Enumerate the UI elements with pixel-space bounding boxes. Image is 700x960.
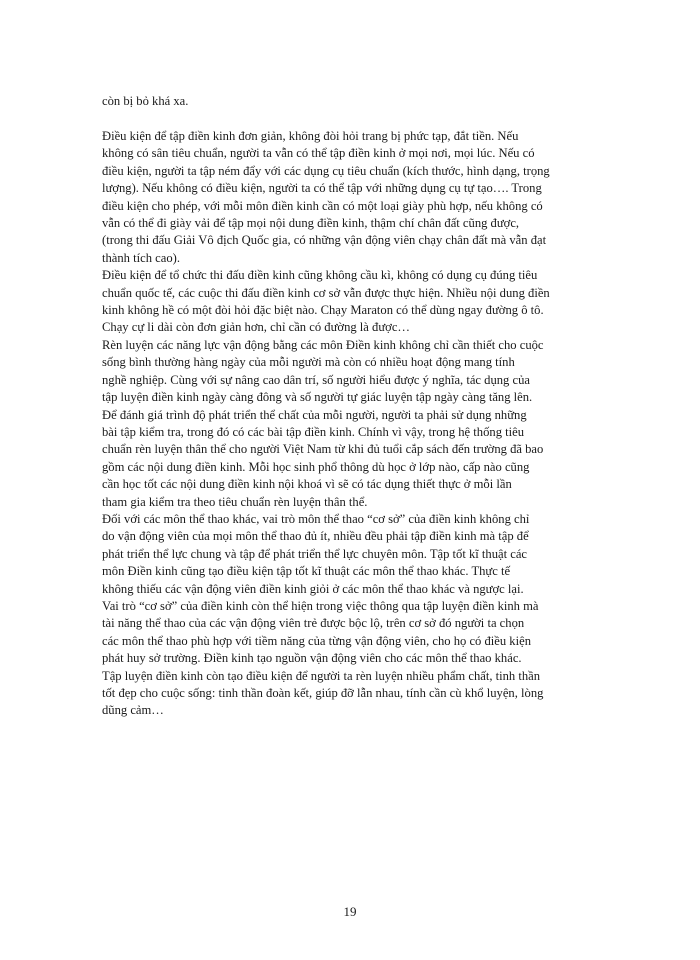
paragraph-line: lượng). Nếu không có điều kiện, người ta có thể tập với những dụng cụ tự tạo…. Trong xyxy=(102,181,542,196)
paragraph-line: Điều kiện để tổ chức thi đấu điền kinh cũng không cầu kì, không có dụng cụ đúng tiêu xyxy=(102,268,538,283)
paragraph-line: Để đánh giá trình độ phát triển thể chất của mỗi người, người ta phải sử dụng những xyxy=(102,407,527,422)
paragraph-line: các môn thể thao phù hợp với tiềm năng của từng vận động viên, cho họ có điều kiện xyxy=(102,633,531,648)
lead-line: còn bị bỏ khá xa. xyxy=(102,94,189,108)
paragraph-line: điều kiện cho phép, với mỗi môn điền kinh cần có một loại giày phù hợp, nếu không có xyxy=(102,198,543,213)
paragraph-line: tham gia kiểm tra theo tiêu chuẩn rèn luyện thân thể. xyxy=(102,494,368,509)
paragraph-line: tài năng thể thao của các vận động viên trẻ được bộc lộ, trên cơ sở đó người ta chọn xyxy=(102,616,525,631)
paragraph-line: không thiếu các vận động viên điền kinh giỏi ở các môn thể thao khác và ngược lại. xyxy=(102,581,524,596)
lead-line-block xyxy=(102,93,598,110)
paragraph-line: do vận động viên của mọi môn thể thao đủ ít, nhiều đều phải tập điền kinh mà tập để xyxy=(102,529,529,544)
paragraph-line: thành tích cao). xyxy=(102,250,180,265)
paragraph-line: Vai trò “cơ sở” của điền kinh còn thể hiện trong việc thông qua tập luyện điền kinh mà xyxy=(102,598,539,613)
paragraph-line: phát huy sở trường. Điền kinh tạo nguồn vận động viên cho các môn thể thao khác. xyxy=(102,651,522,666)
page-number: 19 xyxy=(343,904,357,919)
paragraph-line: vẫn có thể đi giày vải để tập mọi nội dung điền kinh, thậm chí chân đất cũng được, xyxy=(102,216,520,231)
paragraph-line: dũng cảm… xyxy=(102,703,164,718)
paragraph-line: cần học tốt các nội dung điền kinh nội khoá vì sẽ có tác dụng thiết thực ở mỗi lần xyxy=(102,477,512,492)
body-text xyxy=(102,128,598,720)
paragraph-line: nghề nghiệp. Cùng với sự nâng cao dân trí, số người hiểu được ý nghĩa, tác dụng của xyxy=(102,372,530,387)
paragraph-line: Rèn luyện các năng lực vận động bằng các môn Điền kinh không chỉ cần thiết cho cuộc xyxy=(102,337,544,352)
paragraph-line: điều kiện, người ta tập ném đẩy với các dụng cụ tiêu chuẩn (kích thước, hình dạng, trọng xyxy=(102,163,550,178)
paragraph-line: gồm các nội dung điền kinh. Mỗi học sinh phổ thông dù học ở lớp nào, cấp nào cũng xyxy=(102,459,530,474)
paragraph-line: Điều kiện để tập điền kinh đơn giản, không đòi hỏi trang bị phức tạp, đắt tiền. Nếu xyxy=(102,129,519,143)
paragraph-line: Tập luyện điền kinh còn tạo điều kiện để người ta rèn luyện nhiều phẩm chất, tinh thần xyxy=(102,668,541,683)
paragraph-line: môn Điền kinh cũng tạo điều kiện tập tốt kĩ thuật các môn thể thao khác. Thực tế xyxy=(102,564,511,579)
paragraph-line: Đối với các môn thể thao khác, vai trò môn thể thao “cơ sở” của điền kinh không chỉ xyxy=(102,511,530,526)
paragraph-line: kinh không hề có một đòi hỏi đặc biệt nào. Chạy Maraton có thể dùng ngay đường ô tô. xyxy=(102,303,544,318)
paragraph-line: phát triển thể lực chung và tập để phát triển thể lực chuyên môn. Tập tốt kĩ thuật các xyxy=(102,546,528,561)
paragraph-line: tập luyện điền kinh ngày càng đông và số người tự giác luyện tập ngày càng tăng lên. xyxy=(102,390,533,405)
paragraph-line: tốt đẹp cho cuộc sống: tinh thần đoàn kết, giúp đỡ lẫn nhau, tính cần cù khổ luyện, lòng xyxy=(102,686,544,700)
paragraph-line: bài tập kiểm tra, trong đó có các bài tập điền kinh. Chính vì vậy, trong hệ thống tiêu xyxy=(102,424,525,439)
paragraph-line: chuẩn quốc tế, các cuộc thi đấu điền kinh cơ sở vẫn được thực hiện. Nhiều nội dung điền xyxy=(102,285,550,300)
paragraph-line: (trong thi đấu Giải Vô địch Quốc gia, có những vận động viên chạy chân đất mà vẫn đạt xyxy=(102,233,547,248)
paragraph-line: Chạy cự li dài còn đơn giản hơn, chỉ cần có đường là được… xyxy=(102,320,411,335)
paragraph-line: chuẩn rèn luyện thân thể cho người Việt Nam từ khi đủ tuổi cắp sách đến trường đã bao xyxy=(102,442,544,457)
paragraph-line: sống bình thường hàng ngày của mỗi người mà còn có nhiều hoạt động mang tính xyxy=(102,355,515,370)
paragraph-line: không có sân tiêu chuẩn, người ta vẫn có thể tập điền kinh ở mọi nơi, mọi lúc. Nếu có xyxy=(102,146,535,161)
